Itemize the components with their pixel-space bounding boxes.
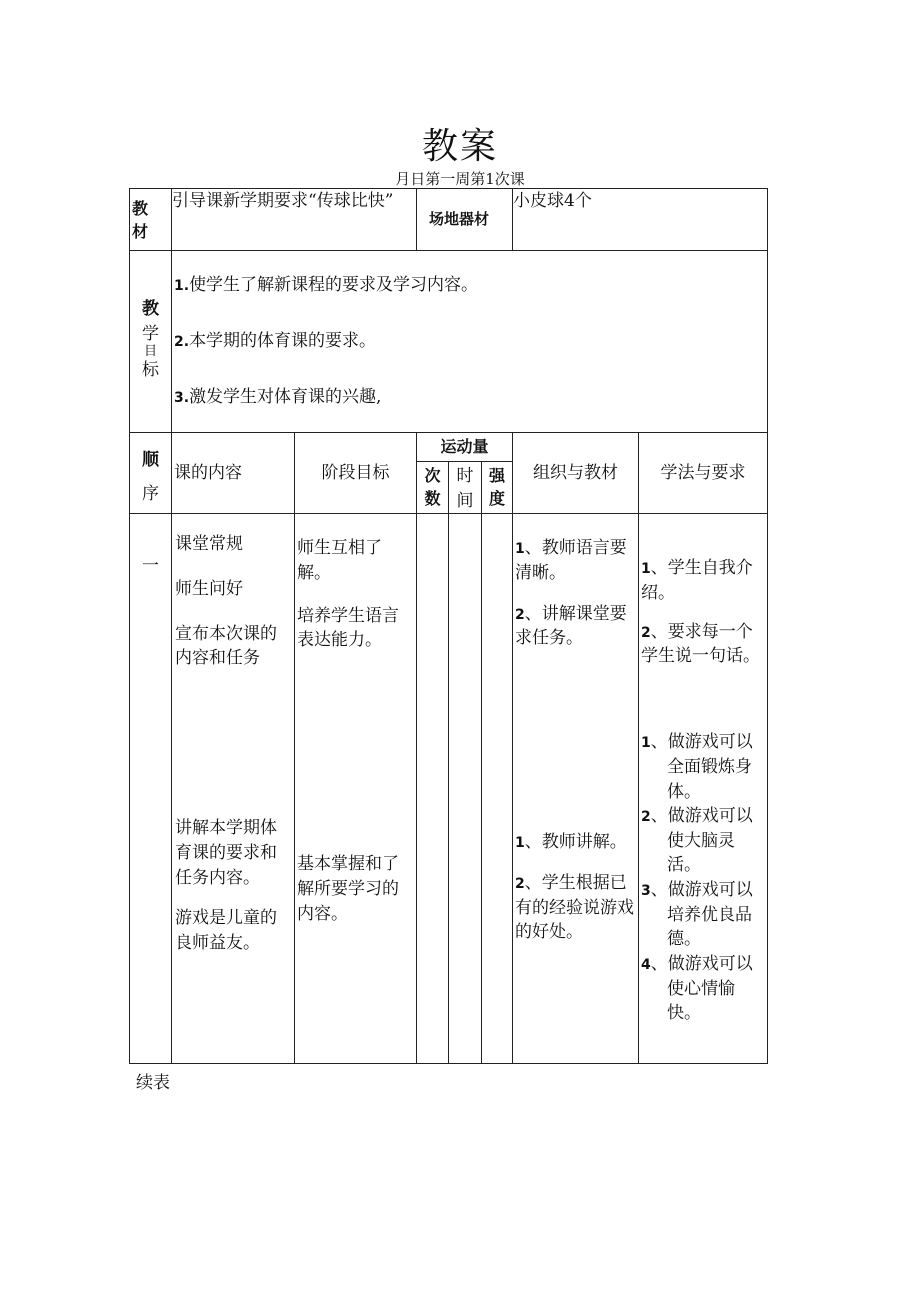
lesson-row xyxy=(130,514,768,1064)
objective-item: 2.本学期的体育课的要求。 xyxy=(174,331,377,351)
method-item: 4、做游戏可以使心情愉快。 xyxy=(641,954,753,1024)
method-item: 1、学生自我介绍。 xyxy=(641,558,753,603)
count-header: 次 数 xyxy=(417,462,449,514)
intensity-cell xyxy=(482,514,513,1064)
time-header: 时 间 xyxy=(449,462,482,514)
row-goal xyxy=(295,514,417,1064)
order-header: 顺 序 xyxy=(130,433,172,514)
lesson-plan-table xyxy=(129,188,768,1064)
intensity-header: 强 度 xyxy=(482,462,513,514)
objective-item: 3.激发学生对体育课的兴趣, xyxy=(174,387,382,407)
lesson-date-line: 月日第一周第1次课 xyxy=(395,170,525,188)
goal-item: 培养学生语言表达能力。 xyxy=(297,605,399,651)
row-organization xyxy=(513,514,639,1064)
material-content: 引导课新学期要求“传球比快” xyxy=(172,189,417,251)
load-header: 运动量 xyxy=(417,433,513,462)
content-item: 宣布本次课的内容和任务 xyxy=(175,623,277,669)
material-label: 教 材 xyxy=(130,189,172,251)
method-header: 学法与要求 xyxy=(639,433,768,514)
content-item: 讲解本学期体育课的要求和任务内容。 xyxy=(175,818,277,888)
org-item: 2、讲解课堂要求任务。 xyxy=(515,603,627,649)
method-item: 2、做游戏可以使大脑灵活。 xyxy=(641,806,753,876)
goal-item: 基本掌握和了解所要学习的内容。 xyxy=(297,854,399,924)
count-cell xyxy=(417,514,449,1064)
organization-header: 组织与教材 xyxy=(513,433,639,514)
goal-item: 师生互相了解。 xyxy=(297,538,382,583)
row-content xyxy=(172,514,295,1064)
method-item: 3、做游戏可以培养优良品德。 xyxy=(641,880,753,950)
continued-note: 续表 xyxy=(136,1073,170,1093)
content-item: 师生问好 xyxy=(175,578,243,599)
goal-header: 阶段目标 xyxy=(295,433,417,514)
row-order: 一 xyxy=(130,514,172,1064)
method-item: 1、做游戏可以全面锻炼身体。 xyxy=(641,732,753,802)
content-item: 课堂常规 xyxy=(175,534,243,555)
material-row xyxy=(130,189,768,251)
content-item: 游戏是儿童的良师益友。 xyxy=(175,908,277,953)
page-title: 教案 xyxy=(421,126,498,167)
objectives-row xyxy=(130,251,768,433)
objectives-label: 教 学 目 标 xyxy=(130,251,172,433)
column-header-row xyxy=(130,433,768,462)
venue-value: 小皮球4个 xyxy=(513,189,768,251)
objective-item: 1.使学生了解新课程的要求及学习内容。 xyxy=(174,275,479,295)
venue-label: 场地器材 xyxy=(417,189,513,251)
row-method xyxy=(639,514,768,1064)
objectives-list xyxy=(172,251,768,433)
org-item: 2、学生根据已有的经验说游戏的好处。 xyxy=(515,872,635,943)
method-item: 2、要求每一个学生说一句话。 xyxy=(641,621,761,667)
time-cell xyxy=(449,514,482,1064)
org-item: 1、教师讲解。 xyxy=(515,832,627,853)
content-header: 课的内容 xyxy=(172,433,295,514)
org-item: 1、教师语言要清晰。 xyxy=(515,538,627,583)
